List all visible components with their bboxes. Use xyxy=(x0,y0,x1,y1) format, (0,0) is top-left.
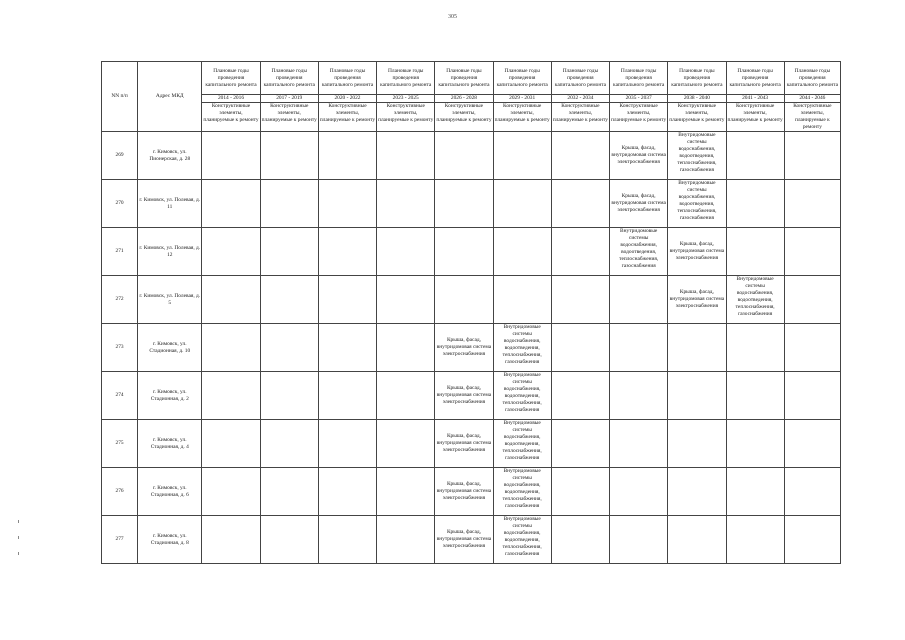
building-address: г. Кимовск, ул. Полевая, д. 11 xyxy=(138,180,202,228)
planned-elements-cell xyxy=(726,324,784,372)
planned-elements-cell xyxy=(202,372,260,420)
table-row xyxy=(102,132,841,180)
building-address: г. Кимовск, ул. Стадионная, д. 6 xyxy=(138,468,202,516)
planned-elements-cell: Крыша, фасад, внутридомовая система электроснабжения xyxy=(668,276,726,324)
planned-elements-cell xyxy=(551,180,609,228)
planned-elements-cell xyxy=(202,324,260,372)
period-elements-label: Конструктивные элементы, планируемые к ремонту xyxy=(610,103,668,132)
scan-mark xyxy=(18,520,19,523)
planned-elements-cell xyxy=(377,228,435,276)
planned-elements-cell xyxy=(377,276,435,324)
planned-elements-cell xyxy=(260,420,318,468)
planned-elements-cell xyxy=(435,228,493,276)
num-column-header: NN п/п xyxy=(102,62,138,132)
planned-elements-cell xyxy=(551,516,609,564)
period-elements-label: Конструктивные элементы, планируемые к ремонту xyxy=(551,103,609,132)
building-address: г. Кимовск, ул. Стадионная, д. 2 xyxy=(138,372,202,420)
period-years: 2029 - 2031 xyxy=(493,95,551,103)
table-row xyxy=(102,516,841,564)
planned-elements-cell xyxy=(784,132,840,180)
period-years: 2026 - 2028 xyxy=(435,95,493,103)
planned-elements-cell xyxy=(784,180,840,228)
building-address: г. Кимовск, ул. Полевая, д. 5 xyxy=(138,276,202,324)
period-years: 2038 - 2040 xyxy=(668,95,726,103)
row-number: 277 xyxy=(102,516,138,564)
period-elements-label: Конструктивные элементы, планируемые к ремонту xyxy=(377,103,435,132)
planned-elements-cell xyxy=(551,468,609,516)
building-address: г. Кимовск, ул. Пионерская, д. 28 xyxy=(138,132,202,180)
planned-elements-cell xyxy=(551,372,609,420)
planned-elements-cell: Крыша, фасад, внутридомовая система электроснабжения xyxy=(435,468,493,516)
planned-elements-cell xyxy=(726,180,784,228)
planned-elements-cell: Крыша, фасад, внутридомовая система электроснабжения xyxy=(435,420,493,468)
period-title: Плановые годы проведения капитального ремонта xyxy=(318,62,376,95)
period-years: 2041 - 2043 xyxy=(726,95,784,103)
planned-elements-cell xyxy=(610,324,668,372)
planned-elements-cell xyxy=(493,276,551,324)
planned-elements-cell xyxy=(551,276,609,324)
period-years: 2020 - 2022 xyxy=(318,95,376,103)
planned-elements-cell xyxy=(260,372,318,420)
period-elements-label: Конструктивные элементы, планируемые к ремонту xyxy=(668,103,726,132)
planned-elements-cell xyxy=(318,420,376,468)
planned-elements-cell xyxy=(726,420,784,468)
planned-elements-cell xyxy=(318,372,376,420)
planned-elements-cell xyxy=(260,324,318,372)
period-title: Плановые годы проведения капитального ремонта xyxy=(377,62,435,95)
planned-elements-cell xyxy=(260,468,318,516)
planned-elements-cell xyxy=(318,324,376,372)
planned-elements-cell xyxy=(610,276,668,324)
table-row xyxy=(102,228,841,276)
planned-elements-cell xyxy=(202,420,260,468)
row-number: 276 xyxy=(102,468,138,516)
building-address: г. Кимовск, ул. Полевая, д. 12 xyxy=(138,228,202,276)
scan-mark xyxy=(18,536,19,539)
planned-elements-cell: Крыша, фасад, внутридомовая система электроснабжения xyxy=(435,516,493,564)
row-number: 269 xyxy=(102,132,138,180)
planned-elements-cell xyxy=(435,276,493,324)
planned-elements-cell xyxy=(784,276,840,324)
planned-elements-cell xyxy=(377,420,435,468)
planned-elements-cell xyxy=(610,468,668,516)
planned-elements-cell: Внутридомовые системы водоснабжения, водоотведения, теплоснабжения, газоснабжения xyxy=(726,276,784,324)
building-address: г. Кимовск, ул. Стадионная, д. 10 xyxy=(138,324,202,372)
planned-elements-cell xyxy=(726,372,784,420)
period-elements-label: Конструктивные элементы, планируемые к ремонту xyxy=(784,103,840,132)
planned-elements-cell xyxy=(202,276,260,324)
row-number: 274 xyxy=(102,372,138,420)
planned-elements-cell xyxy=(610,516,668,564)
table-row xyxy=(102,324,841,372)
period-title: Плановые годы проведения капитального ремонта xyxy=(668,62,726,95)
table-row xyxy=(102,180,841,228)
period-years: 2044 - 2046 xyxy=(784,95,840,103)
planned-elements-cell xyxy=(726,516,784,564)
planned-elements-cell xyxy=(610,372,668,420)
planned-elements-cell: Крыша, фасад, внутридомовая система электроснабжения xyxy=(435,372,493,420)
planned-elements-cell xyxy=(318,276,376,324)
planned-elements-cell: Крыша, фасад, внутридомовая система электроснабжения xyxy=(668,228,726,276)
planned-elements-cell xyxy=(610,420,668,468)
period-elements-label: Конструктивные элементы, планируемые к ремонту xyxy=(260,103,318,132)
planned-elements-cell: Крыша, фасад, внутридомовая система электроснабжения xyxy=(610,132,668,180)
period-title: Плановые годы проведения капитального ремонта xyxy=(493,62,551,95)
building-address: г. Кимовск, ул. Стадионная, д. 4 xyxy=(138,420,202,468)
table-row xyxy=(102,468,841,516)
planned-elements-cell xyxy=(551,324,609,372)
planned-elements-cell xyxy=(318,516,376,564)
period-elements-label: Конструктивные элементы, планируемые к ремонту xyxy=(726,103,784,132)
planned-elements-cell xyxy=(668,324,726,372)
row-number: 273 xyxy=(102,324,138,372)
planned-elements-cell xyxy=(377,180,435,228)
planned-elements-cell xyxy=(377,372,435,420)
period-elements-label: Конструктивные элементы, планируемые к ремонту xyxy=(202,103,260,132)
planned-elements-cell xyxy=(202,132,260,180)
planned-elements-cell xyxy=(784,468,840,516)
planned-elements-cell xyxy=(784,324,840,372)
planned-elements-cell xyxy=(260,180,318,228)
planned-elements-cell xyxy=(202,180,260,228)
planned-elements-cell xyxy=(202,468,260,516)
planned-elements-cell xyxy=(260,228,318,276)
planned-elements-cell xyxy=(784,372,840,420)
table-row xyxy=(102,276,841,324)
planned-elements-cell: Внутридомовые системы водоснабжения, водоотведения, теплоснабжения, газоснабжения xyxy=(493,468,551,516)
row-number: 271 xyxy=(102,228,138,276)
address-column-header: Адрес МКД xyxy=(138,62,202,132)
period-title: Плановые годы проведения капитального ремонта xyxy=(435,62,493,95)
scan-mark xyxy=(18,552,19,555)
planned-elements-cell xyxy=(318,180,376,228)
page-number: 305 xyxy=(448,14,457,20)
planned-elements-cell xyxy=(202,516,260,564)
repair-schedule-table xyxy=(101,61,841,564)
row-number: 275 xyxy=(102,420,138,468)
planned-elements-cell xyxy=(318,468,376,516)
planned-elements-cell xyxy=(551,228,609,276)
planned-elements-cell xyxy=(377,324,435,372)
row-number: 272 xyxy=(102,276,138,324)
planned-elements-cell xyxy=(668,372,726,420)
planned-elements-cell xyxy=(377,516,435,564)
planned-elements-cell xyxy=(260,132,318,180)
planned-elements-cell xyxy=(318,132,376,180)
period-title: Плановые годы проведения капитального ремонта xyxy=(202,62,260,95)
planned-elements-cell xyxy=(668,468,726,516)
planned-elements-cell: Внутридомовые системы водоснабжения, водоотведения, теплоснабжения, газоснабжения xyxy=(493,516,551,564)
planned-elements-cell xyxy=(377,132,435,180)
planned-elements-cell xyxy=(435,132,493,180)
planned-elements-cell: Внутридомовые системы водоснабжения, водоотведения, теплоснабжения, газоснабжения xyxy=(493,420,551,468)
planned-elements-cell xyxy=(784,420,840,468)
period-title: Плановые годы проведения капитального ремонта xyxy=(726,62,784,95)
planned-elements-cell xyxy=(726,132,784,180)
period-elements-label: Конструктивные элементы, планируемые к ремонту xyxy=(318,103,376,132)
period-elements-label: Конструктивные элементы, планируемые к ремонту xyxy=(493,103,551,132)
planned-elements-cell xyxy=(260,276,318,324)
period-years: 2017 - 2019 xyxy=(260,95,318,103)
period-years: 2014 - 2016 xyxy=(202,95,260,103)
period-years: 2023 - 2025 xyxy=(377,95,435,103)
planned-elements-cell xyxy=(377,468,435,516)
building-address: г. Кимовск, ул. Стадионная, д. 8 xyxy=(138,516,202,564)
planned-elements-cell: Крыша, фасад, внутридомовая система электроснабжения xyxy=(435,324,493,372)
planned-elements-cell xyxy=(668,516,726,564)
table-row xyxy=(102,420,841,468)
planned-elements-cell xyxy=(668,420,726,468)
period-title: Плановые годы проведения капитального ремонта xyxy=(784,62,840,95)
row-number: 270 xyxy=(102,180,138,228)
planned-elements-cell: Внутридомовые системы водоснабжения, водоотведения, теплоснабжения, газоснабжения xyxy=(668,180,726,228)
period-years: 2032 - 2034 xyxy=(551,95,609,103)
period-elements-label: Конструктивные элементы, планируемые к ремонту xyxy=(435,103,493,132)
planned-elements-cell xyxy=(784,516,840,564)
planned-elements-cell xyxy=(551,420,609,468)
period-years: 2035 - 2037 xyxy=(610,95,668,103)
planned-elements-cell xyxy=(493,228,551,276)
planned-elements-cell xyxy=(784,228,840,276)
planned-elements-cell xyxy=(726,228,784,276)
period-title: Плановые годы проведения капитального ремонта xyxy=(610,62,668,95)
planned-elements-cell: Крыша, фасад, внутридомовая система электроснабжения xyxy=(610,180,668,228)
planned-elements-cell xyxy=(318,228,376,276)
planned-elements-cell: Внутридомовые системы водоснабжения, водоотведения, теплоснабжения, газоснабжения xyxy=(493,372,551,420)
planned-elements-cell: Внутридомовые системы водоснабжения, водоотведения, теплоснабжения, газоснабжения xyxy=(668,132,726,180)
planned-elements-cell: Внутридомовые системы водоснабжения, водоотведения, теплоснабжения, газоснабжения xyxy=(610,228,668,276)
planned-elements-cell xyxy=(202,228,260,276)
period-title: Плановые годы проведения капитального ремонта xyxy=(551,62,609,95)
planned-elements-cell xyxy=(260,516,318,564)
planned-elements-cell: Внутридомовые системы водоснабжения, водоотведения, теплоснабжения, газоснабжения xyxy=(493,324,551,372)
table-row xyxy=(102,372,841,420)
planned-elements-cell xyxy=(551,132,609,180)
planned-elements-cell xyxy=(493,180,551,228)
period-title: Плановые годы проведения капитального ремонта xyxy=(260,62,318,95)
planned-elements-cell xyxy=(493,132,551,180)
planned-elements-cell xyxy=(435,180,493,228)
planned-elements-cell xyxy=(726,468,784,516)
